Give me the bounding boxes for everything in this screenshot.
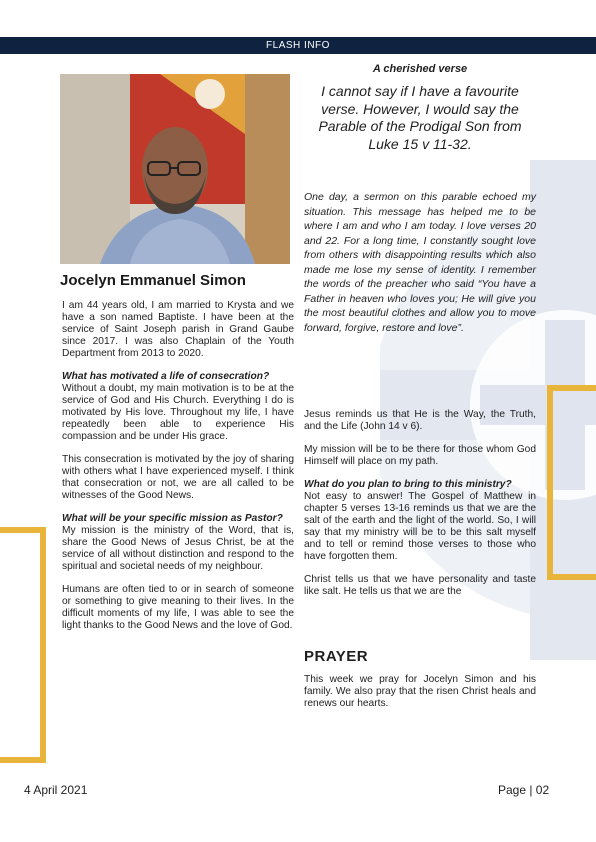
- left-column: [62, 300, 294, 643]
- answer-ministry-continued: Christ tells us that we have personality and taste like salt. He tells us that we are the: [304, 574, 536, 597]
- person-name: Jocelyn Emmanuel Simon: [60, 272, 246, 289]
- right-column: [304, 409, 536, 609]
- answer-ministry: Not easy to answer! The Gospel of Matthew in chapter 5 verses 13-16 reminds us that we are the salt of the earth and the light of the world. So, I will say that my ministry will be to be this salt myself and to tell or remind those verses to those who have forgotten them.: [304, 491, 536, 562]
- verse-pull-quote: I cannot say if I have a favourite verse. However, I would say the Parable of the Prodigal Son from Luke 15 v 11-32.: [318, 83, 522, 152]
- footer-page-number: Page | 02: [498, 783, 550, 797]
- section-header-bar: [0, 37, 596, 54]
- section-title: FLASH INFO: [266, 40, 330, 51]
- decorative-gold-frame-left: [0, 527, 46, 763]
- prayer-heading: PRAYER: [304, 648, 369, 665]
- paragraph-way-truth-life: Jesus reminds us that He is the Way, the Truth, and the Life (John 14 v 6).: [304, 409, 536, 432]
- paragraph-mission-path: My mission will be to be there for those whom God Himself will place on my path.: [304, 444, 536, 467]
- portrait-photo: [60, 74, 290, 264]
- answer-mission: My mission is the ministry of the Word, that is, share the Good News of Jesus Christ, be at the service of all without distinction and respond to the spiritual and societal needs of my neighbour.: [62, 525, 294, 572]
- question-mission: What will be your specific mission as Pastor?: [62, 513, 283, 524]
- intro-paragraph: I am 44 years old, I am married to Krysta and we have a son named Baptiste. I have been at the service of Saint Joseph parish in Grand Gaube since 2017. I was also Chaplain of the Youth Department from 2013 to 2020.: [62, 300, 294, 359]
- question-motivation: What has motivated a life of consecration?: [62, 371, 270, 382]
- verse-story: One day, a sermon on this parable echoed my situation. This message has helped me to be where I am and who I am today. I love verses 20 and 22. For a long time, I constantly sought love from others with disappointing results which also made me lose my sense of identity. I remember the words of the preacher who said “You have a Father in heaven who loves you; He will give you the most beautiful clothes and allow you to move forward, forgive, restore and love”.: [304, 191, 536, 334]
- question-ministry: What do you plan to bring to this ministry?: [304, 479, 512, 490]
- decorative-gold-frame-right: [547, 385, 596, 580]
- footer-date: 4 April 2021: [24, 783, 88, 797]
- verse-heading: A cherished verse: [372, 63, 468, 75]
- prayer-text: This week we pray for Jocelyn Simon and his family. We also pray that the risen Christ heals and renews our hearts.: [304, 674, 536, 709]
- answer-mission-continued: Humans are often tied to or in search of someone or something to give meaning to their lives. In the difficult moments of my life, I was able to see the light thanks to the Good News and the love of God.: [62, 584, 294, 631]
- answer-motivation: Without a doubt, my main motivation is to be at the service of God and His Church. Everything I do is motivated by His love. Throughout my life, I have repeatedly been able to experience His compassion and be under His grace.: [62, 383, 294, 442]
- answer-motivation-continued: This consecration is motivated by the joy of sharing with others what I have experienced myself. I think that consecration or not, we are all called to be witnesses of the Good News.: [62, 454, 294, 501]
